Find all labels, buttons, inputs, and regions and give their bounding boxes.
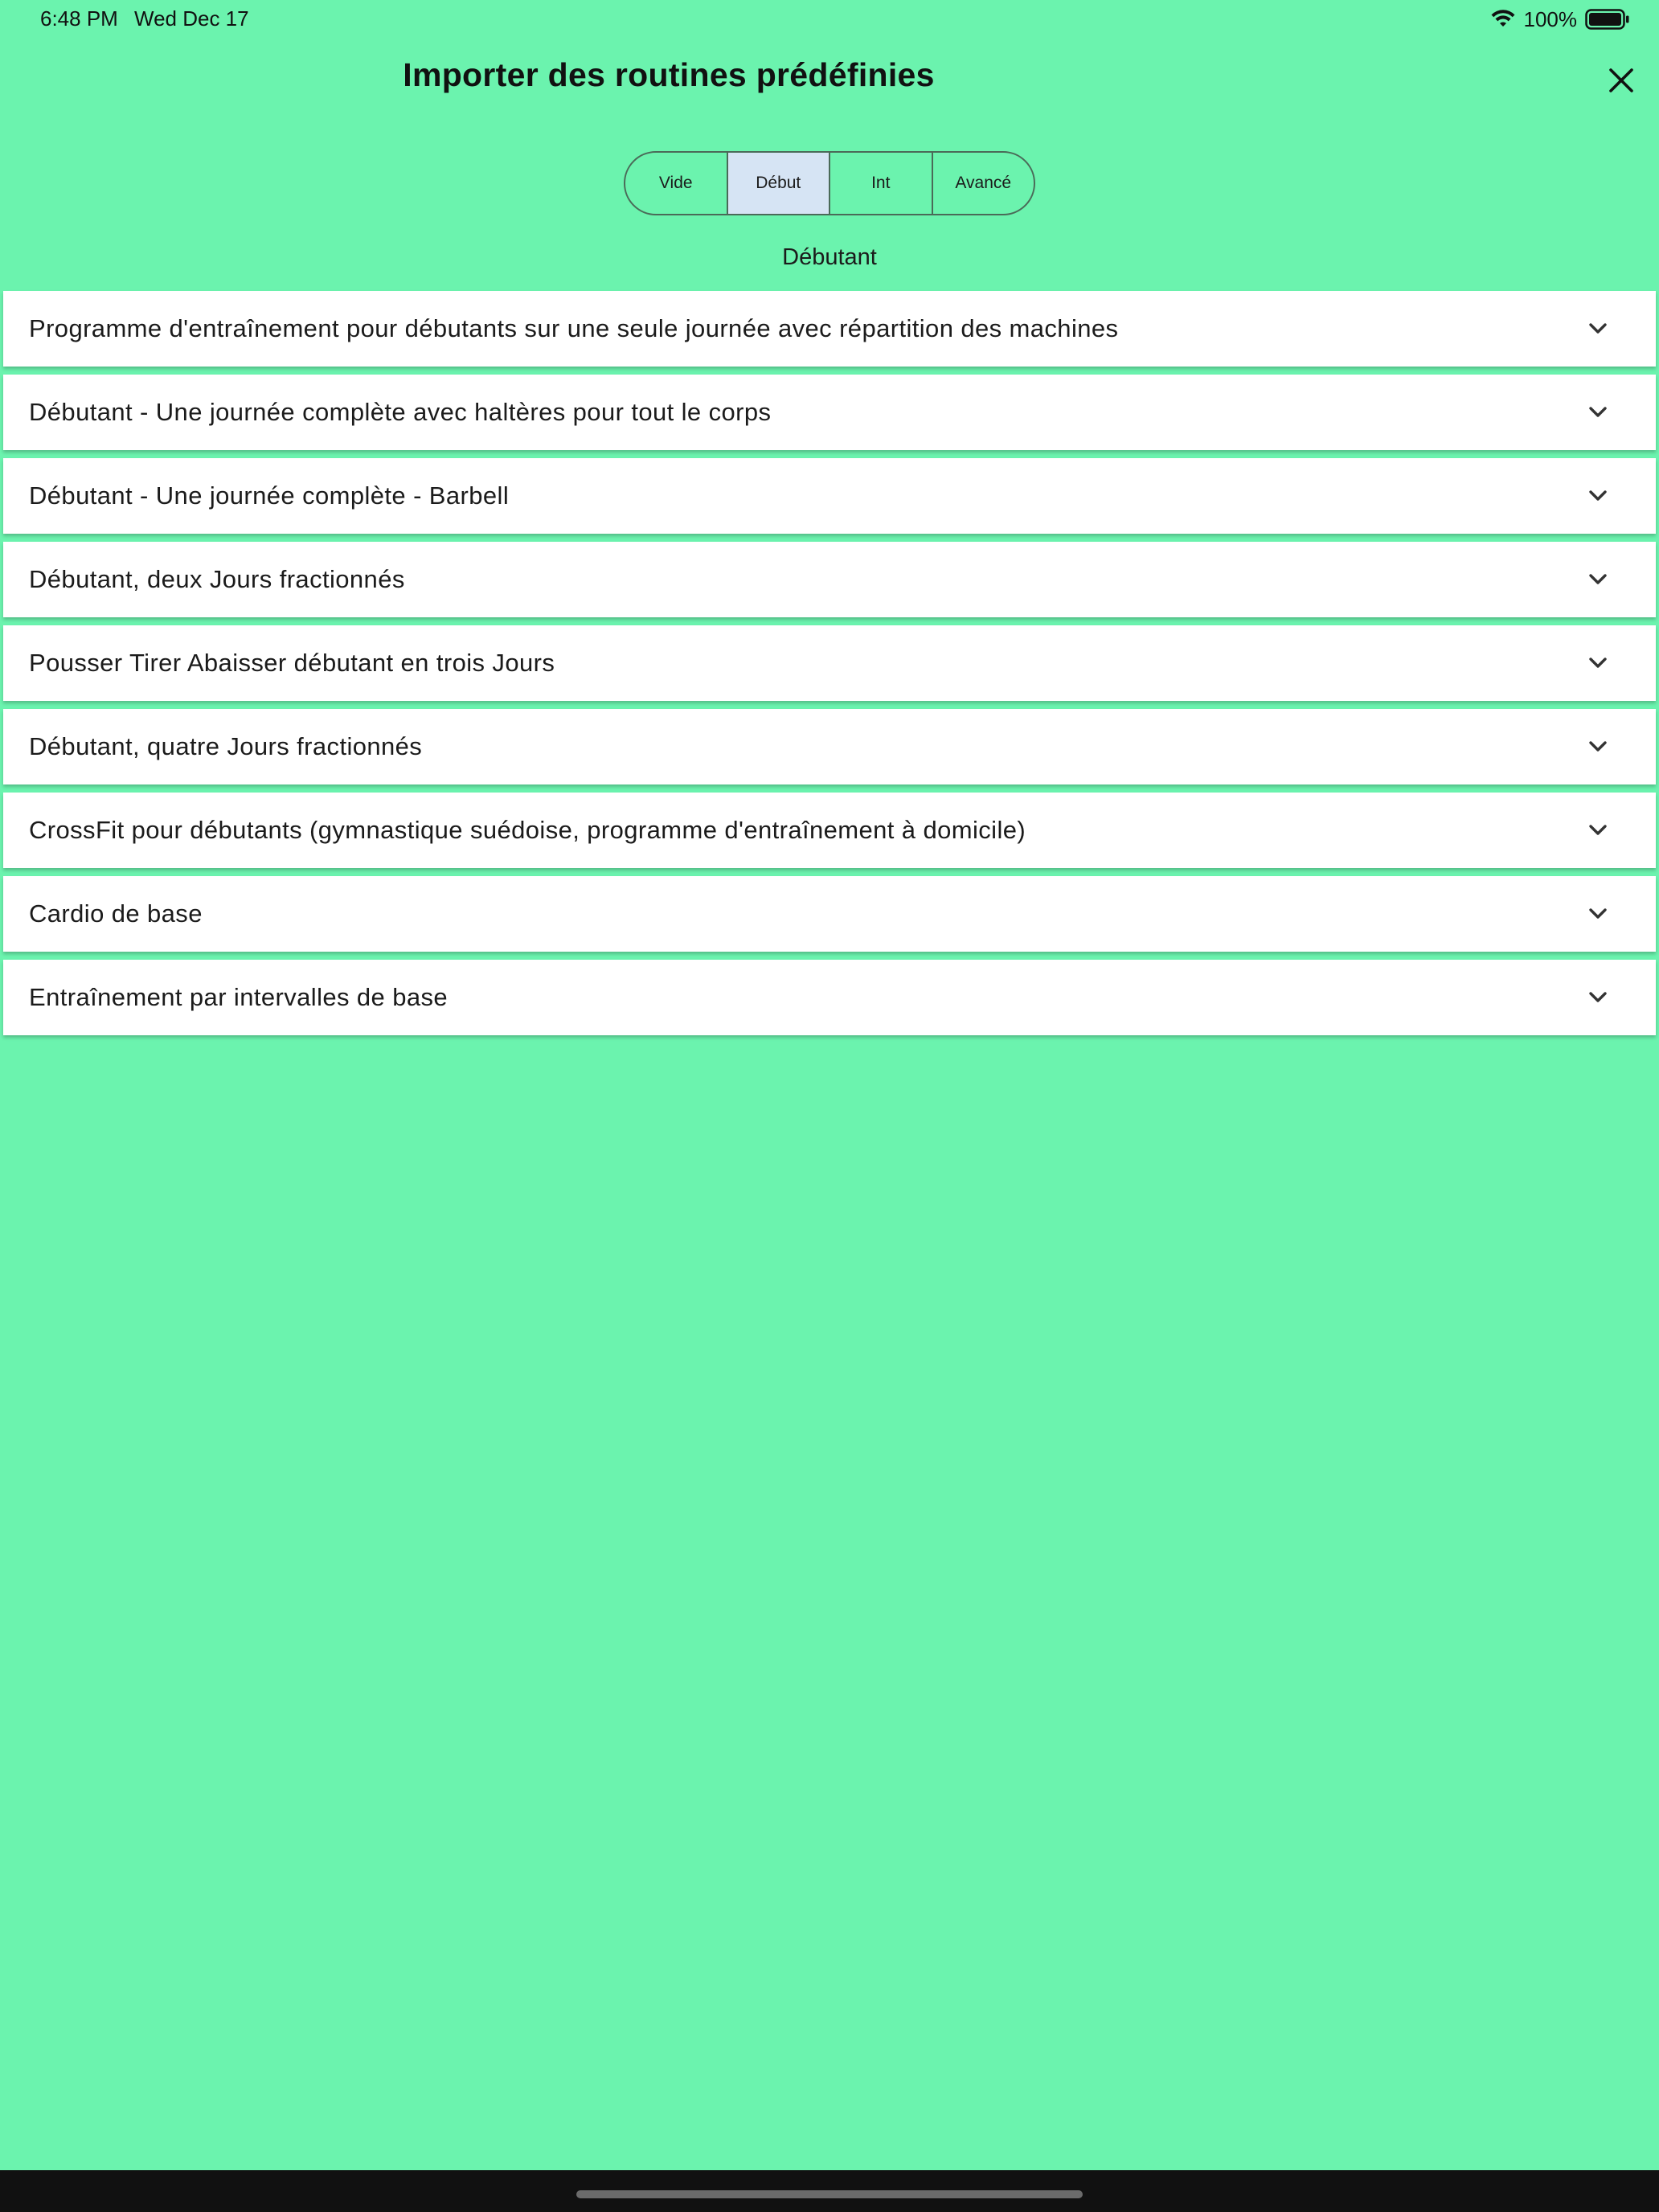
status-date: Wed Dec 17 bbox=[134, 6, 249, 31]
chevron-down-icon[interactable] bbox=[1587, 568, 1609, 591]
routine-item[interactable] bbox=[3, 793, 1656, 868]
routine-label: CrossFit pour débutants (gymnastique suédoise, programme d'entraînement à domicile) bbox=[29, 816, 1026, 844]
routine-item[interactable] bbox=[3, 625, 1656, 701]
status-time: 6:48 PM bbox=[40, 6, 118, 31]
chevron-down-icon[interactable] bbox=[1587, 903, 1609, 925]
chevron-down-icon[interactable] bbox=[1587, 986, 1609, 1009]
routine-label: Débutant - Une journée complète avec haltères pour tout le corps bbox=[29, 398, 772, 426]
chevron-down-icon[interactable] bbox=[1587, 401, 1609, 424]
routine-label: Programme d'entraînement pour débutants sur une seule journée avec répartition des machines bbox=[29, 314, 1119, 342]
segment-avanc-[interactable]: Avancé bbox=[955, 174, 1012, 192]
routine-list bbox=[3, 291, 1656, 1043]
routine-item[interactable] bbox=[3, 375, 1656, 450]
chevron-down-icon[interactable] bbox=[1587, 819, 1609, 842]
routine-item[interactable] bbox=[3, 960, 1656, 1035]
status-bar bbox=[0, 0, 1659, 39]
chevron-down-icon[interactable] bbox=[1587, 317, 1609, 340]
home-indicator[interactable] bbox=[576, 2190, 1083, 2198]
routine-label: Cardio de base bbox=[29, 899, 203, 928]
home-bar-area bbox=[0, 2170, 1659, 2212]
chevron-down-icon[interactable] bbox=[1587, 652, 1609, 674]
close-icon bbox=[1608, 67, 1635, 94]
level-segmented-control bbox=[624, 151, 1035, 215]
routine-label: Débutant, quatre Jours fractionnés bbox=[29, 732, 423, 760]
routine-label: Entraînement par intervalles de base bbox=[29, 983, 449, 1011]
routine-item[interactable] bbox=[3, 458, 1656, 534]
routine-item[interactable] bbox=[3, 291, 1656, 367]
battery-icon bbox=[1585, 8, 1630, 31]
status-indicators bbox=[1490, 5, 1631, 34]
chevron-down-icon[interactable] bbox=[1587, 485, 1609, 507]
battery-percent: 100% bbox=[1523, 6, 1577, 31]
routine-label: Débutant, deux Jours fractionnés bbox=[29, 565, 405, 593]
segment-d-but[interactable]: Début bbox=[728, 153, 831, 214]
wifi-icon bbox=[1490, 9, 1516, 30]
routine-label: Débutant - Une journée complète - Barbell bbox=[29, 481, 510, 510]
routine-label: Pousser Tirer Abaisser débutant en trois Jours bbox=[29, 649, 555, 677]
routine-item[interactable] bbox=[3, 876, 1656, 952]
sheet-title: Importer des routines prédéfinies bbox=[403, 56, 935, 93]
routine-item[interactable] bbox=[3, 542, 1656, 617]
routine-item[interactable] bbox=[3, 709, 1656, 784]
section-label: Débutant bbox=[782, 244, 877, 270]
segment-vide[interactable]: Vide bbox=[625, 153, 728, 214]
close-button[interactable] bbox=[1600, 59, 1643, 102]
segment-int[interactable]: Int bbox=[830, 153, 933, 214]
chevron-down-icon[interactable] bbox=[1587, 735, 1609, 758]
